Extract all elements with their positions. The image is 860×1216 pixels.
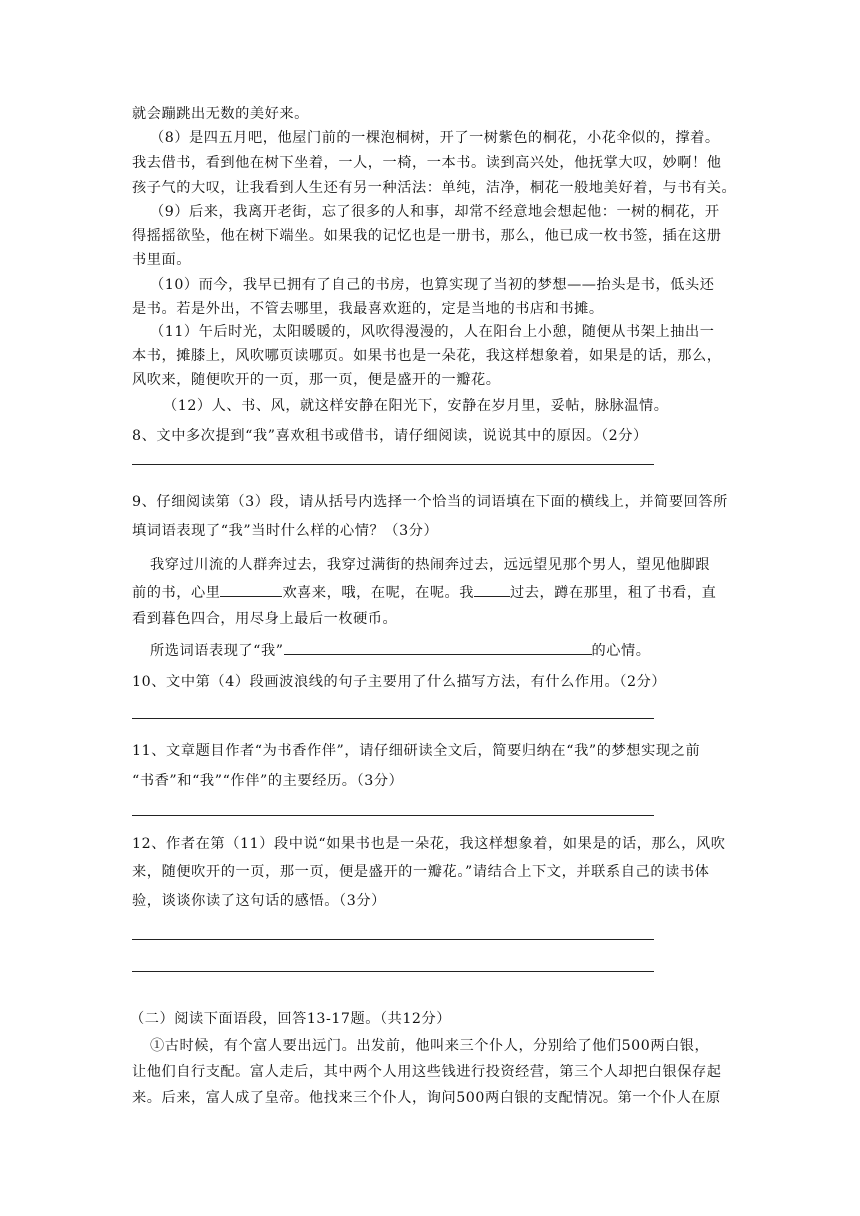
question-8: 8、文中多次提到“我”喜欢租书或借书，请仔细阅读，说说其中的原因。（2分） [132, 428, 648, 444]
passage-text: 过去，蹲在那里，租了书看，直 [510, 585, 717, 601]
paragraph-11: （11）午后时光，太阳暖暖的，风吹得漫漫的，人在阳台上小憩，随便从书架上抽出一 [150, 324, 715, 340]
passage-line: 就会蹦跳出无数的美好来。 [132, 106, 309, 122]
question-12-line-1: 12、作者在第（11）段中说“如果书也是一朵花，我这样想象着，如果是的话，那么，风吹 [132, 836, 726, 852]
paragraph-8: （8）是四五月吧，他屋门前的一棵泡桐树，开了一树紫色的桐花，小花伞似的，撑着。 [150, 130, 720, 146]
answer-line-q8[interactable] [132, 464, 654, 465]
question-12-line-3: 验，谈谈你读了这句话的感悟。（3分） [132, 893, 386, 909]
passage-line: 让他们自行支配。富人走后，其中两个人用这些钱进行投资经营，第三个人却把白银保存起 [132, 1064, 722, 1080]
paragraph-10: （10）而今，我早已拥有了自己的书房，也算实现了当初的梦想——抬头是书，低头还 [150, 277, 715, 293]
passage-text: 前的书，心里 [132, 585, 221, 601]
question-9-answer [150, 640, 650, 661]
passage-line: 孩子气的大叹，让我看到人生还有另一种活法：单纯，洁净，桐花一般地美好着，与书有关。 [132, 180, 737, 196]
paragraph-12: （12）人、书、风，就这样安静在阳光下，安静在岁月里，妥帖，脉脉温情。 [163, 398, 669, 414]
passage-line: 我去借书，看到他在树下坐着，一人，一椅，一本书。读到高兴处，他抚掌大叹，妙啊！他 [132, 155, 722, 171]
section-2-paragraph-1: ①古时候，有个富人要出远门。出发前，他叫来三个仆人，分别给了他们500两白银， [150, 1038, 710, 1054]
answer-suffix: 的心情。 [591, 643, 651, 659]
fill-blank-2[interactable] [474, 582, 510, 597]
passage-line: 来。后来，富人成了皇帝。他找来三个仆人，询问500两白银的支配情况。第一个仆人在原 [132, 1090, 721, 1106]
passage-line: 是书。若是外出，不管去哪里，我最喜欢逛的，定是当地的书店和书摊。 [132, 301, 604, 317]
passage-line: 书里面。 [132, 252, 191, 268]
answer-line-q10[interactable] [132, 718, 654, 719]
question-9-passage-line-2 [132, 582, 716, 603]
question-11-line-2: “书香”和“我”“作伴”的主要经历。（3分） [132, 773, 404, 789]
question-9-line-2: 填词语表现了“我”当时什么样的心情？（3分） [132, 523, 439, 539]
question-9-line-1: 9、仔细阅读第（3）段，请从括号内选择一个恰当的词语填在下面的横线上，并简要回答所 [132, 494, 728, 510]
passage-line: 得摇摇欲坠，他在树下端坐。如果我的记忆也是一册书，那么，他已成一枚书签，插在这册 [132, 228, 722, 244]
fill-blank-1[interactable] [220, 582, 282, 597]
question-10: 10、文中第（4）段画波浪线的句子主要用了什么描写方法，有什么作用。（2分） [132, 674, 667, 690]
answer-prompt: 所选词语表现了“我” [150, 643, 284, 659]
answer-line-q12-2[interactable] [132, 971, 654, 972]
passage-line: 风吹来，随便吹开的一页，那一页，便是盛开的一瓣花。 [132, 372, 501, 388]
passage-line: 本书，摊膝上，风吹哪页读哪页。如果书也是一朵花，我这样想象着，如果是的话，那么， [132, 348, 722, 364]
question-12-line-2: 来，随便吹开的一页，那一页，便是盛开的一瓣花。”请结合上下文，并联系自己的读书体 [132, 864, 710, 880]
passage-text: 欢喜来，哦，在呢，在呢。我 [282, 585, 475, 601]
section-2-heading: （二）阅读下面语段，回答13-17题。（共12分） [130, 1011, 451, 1027]
answer-line-q12-1[interactable] [132, 939, 654, 940]
fill-blank-3[interactable] [284, 640, 592, 655]
question-11-line-1: 11、文章题目作者“为书香作伴”，请仔细研读全文后，简要归纳在“我”的梦想实现之前 [132, 743, 701, 759]
question-9-passage-line-3: 看到暮色四合，用尽身上最后一枚硬币。 [132, 611, 398, 627]
question-9-passage-line-1: 我穿过川流的人群奔过去，我穿过满街的热闹奔过去，远远望见那个男人，望见他脚跟 [150, 557, 711, 573]
paragraph-9: （9）后来，我离开老街，忘了很多的人和事，却常不经意地会想起他：一树的桐花，开 [150, 204, 720, 220]
answer-line-q11[interactable] [132, 815, 654, 816]
